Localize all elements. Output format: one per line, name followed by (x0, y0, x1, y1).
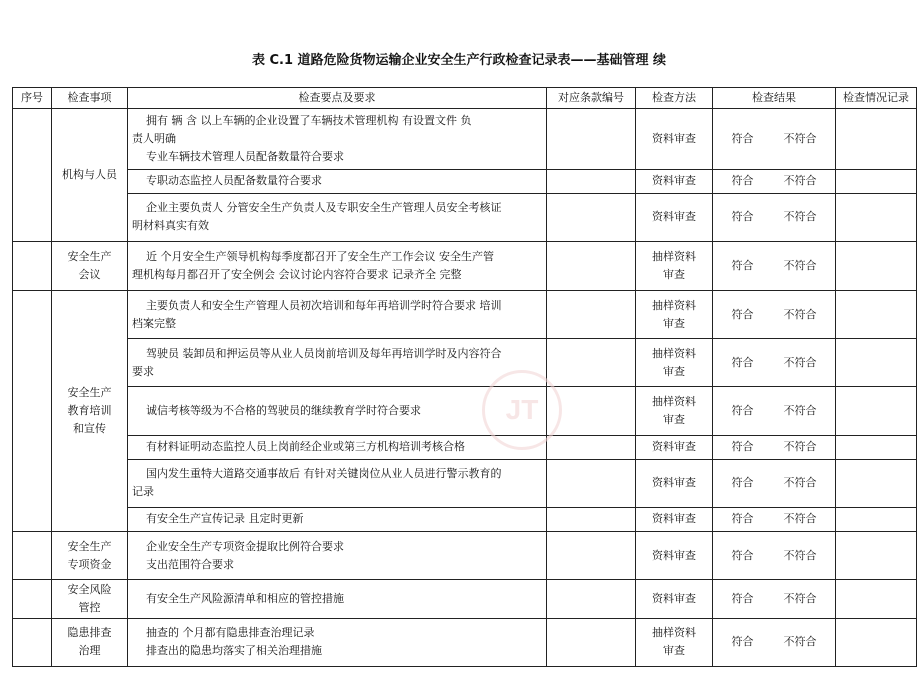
result-fail-option[interactable]: 不符合 (783, 210, 817, 224)
clause-cell[interactable] (547, 387, 636, 435)
clause-cell[interactable] (547, 618, 636, 666)
group-name-cell: 隐患排查 治理 (52, 618, 128, 666)
result-pass-option[interactable]: 符合 (731, 548, 754, 562)
result-fail-option[interactable]: 不符合 (783, 174, 817, 188)
seq-cell (13, 291, 52, 532)
clause-cell[interactable] (547, 531, 636, 579)
seq-cell (13, 531, 52, 579)
result-pass-option[interactable]: 符合 (731, 440, 754, 454)
result-cell (713, 109, 836, 170)
requirement-line: 企业主要负责人 分管安全生产负责人及专职安全生产管理人员安全考核证 (146, 201, 502, 215)
requirement-cell (128, 339, 547, 387)
clause-cell[interactable] (547, 241, 636, 290)
method-cell: 资料审查 (636, 531, 713, 579)
result-cell (713, 459, 836, 507)
requirement-line: 记录 (132, 485, 154, 499)
result-cell (713, 339, 836, 387)
result-fail-option[interactable]: 不符合 (783, 355, 817, 369)
header-row (13, 88, 917, 109)
requirement-line: 明材料真实有效 (132, 219, 209, 233)
result-pass-option[interactable]: 符合 (731, 174, 754, 188)
result-fail-option[interactable]: 不符合 (783, 476, 817, 490)
result-pass-option[interactable]: 符合 (731, 131, 754, 145)
requirement-cell (128, 291, 547, 339)
result-pass-option[interactable]: 符合 (731, 635, 754, 649)
requirement-line: 支出范围符合要求 (146, 557, 234, 571)
result-pass-option[interactable]: 符合 (731, 591, 754, 605)
record-cell[interactable] (836, 580, 917, 619)
seq-cell (13, 580, 52, 619)
result-cell (713, 169, 836, 193)
result-cell (713, 387, 836, 435)
result-pass-option[interactable]: 符合 (731, 355, 754, 369)
header-method: 检查方法 (636, 88, 713, 109)
record-cell[interactable] (836, 387, 917, 435)
result-fail-option[interactable]: 不符合 (783, 591, 817, 605)
requirement-line: 排查出的隐患均落实了相关治理措施 (146, 644, 322, 658)
table-row (13, 618, 917, 666)
requirement-line: 拥有 辆 含 以上车辆的企业设置了车辆技术管理机构 有设置文件 负 (146, 113, 472, 127)
record-cell[interactable] (836, 169, 917, 193)
requirement-cell (128, 459, 547, 507)
result-cell (713, 435, 836, 459)
method-cell: 资料审查 (636, 507, 713, 531)
group-name-cell: 机构与人员 (52, 109, 128, 242)
result-pass-option[interactable]: 符合 (731, 259, 754, 273)
result-fail-option[interactable]: 不符合 (783, 307, 817, 321)
result-fail-option[interactable]: 不符合 (783, 131, 817, 145)
result-cell (713, 507, 836, 531)
header-record: 检查情况记录 (836, 88, 917, 109)
requirement-line: 要求 (132, 364, 154, 378)
table-row (13, 531, 917, 579)
header-requirements: 检查要点及要求 (128, 88, 547, 109)
group-name-cell: 安全生产 会议 (52, 241, 128, 290)
clause-cell[interactable] (547, 339, 636, 387)
result-cell (713, 618, 836, 666)
table-row (13, 291, 917, 339)
header-result: 检查结果 (713, 88, 836, 109)
record-cell[interactable] (836, 109, 917, 170)
method-cell: 资料审查 (636, 435, 713, 459)
requirement-line: 有材料证明动态监控人员上岗前经企业或第三方机构培训考核合格 (146, 440, 465, 454)
requirement-line: 有安全生产宣传记录 且定时更新 (146, 512, 304, 526)
clause-cell[interactable] (547, 193, 636, 241)
table-row (13, 435, 917, 459)
requirement-cell (128, 531, 547, 579)
inspection-table (12, 87, 917, 667)
result-pass-option[interactable]: 符合 (731, 512, 754, 526)
requirement-line: 诚信考核等级为不合格的驾驶员的继续教育学时符合要求 (146, 404, 421, 418)
header-item: 检查事项 (52, 88, 128, 109)
record-cell[interactable] (836, 339, 917, 387)
record-cell[interactable] (836, 435, 917, 459)
group-name-cell: 安全风险 管控 (52, 580, 128, 619)
clause-cell[interactable] (547, 459, 636, 507)
table-row (13, 387, 917, 435)
watermark-text: JT (505, 394, 539, 425)
header-clause: 对应条款编号 (547, 88, 636, 109)
result-cell (713, 193, 836, 241)
result-pass-option[interactable]: 符合 (731, 307, 754, 321)
requirement-cell (128, 169, 547, 193)
requirement-cell (128, 435, 547, 459)
method-cell: 抽样资料 审查 (636, 618, 713, 666)
requirement-line: 企业安全生产专项资金提取比例符合要求 (146, 539, 344, 553)
clause-cell[interactable] (547, 109, 636, 170)
seq-cell (13, 109, 52, 242)
result-pass-option[interactable]: 符合 (731, 210, 754, 224)
method-cell: 资料审查 (636, 580, 713, 619)
requirement-cell (128, 241, 547, 290)
requirement-cell (128, 109, 547, 170)
requirement-cell (128, 580, 547, 619)
clause-cell[interactable] (547, 507, 636, 531)
record-cell[interactable] (836, 291, 917, 339)
result-fail-option[interactable]: 不符合 (783, 259, 817, 273)
record-cell[interactable] (836, 618, 917, 666)
record-cell[interactable] (836, 241, 917, 290)
table-row (13, 193, 917, 241)
result-pass-option[interactable]: 符合 (731, 476, 754, 490)
group-name-cell: 安全生产 教育培训 和宣传 (52, 291, 128, 532)
seq-cell (13, 241, 52, 290)
table-row (13, 580, 917, 619)
clause-cell[interactable] (547, 435, 636, 459)
record-cell[interactable] (836, 193, 917, 241)
requirement-line: 专职动态监控人员配备数量符合要求 (146, 174, 322, 188)
record-cell[interactable] (836, 459, 917, 507)
table-row (13, 459, 917, 507)
table-row (13, 109, 917, 170)
method-cell: 资料审查 (636, 169, 713, 193)
result-cell (713, 291, 836, 339)
requirement-cell (128, 618, 547, 666)
group-name-cell: 安全生产 专项资金 (52, 531, 128, 579)
result-cell (713, 580, 836, 619)
result-fail-option[interactable]: 不符合 (783, 548, 817, 562)
result-fail-option[interactable]: 不符合 (783, 440, 817, 454)
result-pass-option[interactable]: 符合 (731, 404, 754, 418)
table-row (13, 241, 917, 290)
clause-cell[interactable] (547, 580, 636, 619)
method-cell: 资料审查 (636, 109, 713, 170)
requirement-line: 专业车辆技术管理人员配备数量符合要求 (146, 149, 344, 163)
table-row (13, 339, 917, 387)
method-cell: 抽样资料 审查 (636, 241, 713, 290)
requirement-cell (128, 507, 547, 531)
requirement-line: 档案完整 (132, 316, 176, 330)
result-fail-option[interactable]: 不符合 (783, 512, 817, 526)
result-fail-option[interactable]: 不符合 (783, 404, 817, 418)
clause-cell[interactable] (547, 169, 636, 193)
record-cell[interactable] (836, 531, 917, 579)
table-row (13, 507, 917, 531)
requirement-cell (128, 387, 547, 435)
seq-cell (13, 618, 52, 666)
requirement-line: 有安全生产风险源清单和相应的管控措施 (146, 591, 344, 605)
clause-cell[interactable] (547, 291, 636, 339)
record-cell[interactable] (836, 507, 917, 531)
requirement-line: 近 个月安全生产领导机构每季度都召开了安全生产工作会议 安全生产管 (146, 250, 494, 264)
requirement-line: 理机构每月都召开了安全例会 会议讨论内容符合要求 记录齐全 完整 (132, 268, 462, 282)
requirement-line: 国内发生重特大道路交通事故后 有针对关键岗位从业人员进行警示教育的 (146, 467, 502, 481)
method-cell: 抽样资料 审查 (636, 291, 713, 339)
table-row (13, 169, 917, 193)
method-cell: 抽样资料 审查 (636, 339, 713, 387)
result-fail-option[interactable]: 不符合 (783, 635, 817, 649)
result-cell (713, 241, 836, 290)
method-cell: 资料审查 (636, 193, 713, 241)
method-cell: 抽样资料 审查 (636, 387, 713, 435)
requirement-line: 主要负责人和安全生产管理人员初次培训和每年再培训学时符合要求 培训 (146, 298, 502, 312)
header-seq: 序号 (13, 88, 52, 109)
requirement-line: 责人明确 (132, 131, 176, 145)
requirement-line: 抽查的 个月都有隐患排查治理记录 (146, 626, 315, 640)
result-cell (713, 531, 836, 579)
table-title: 表 C.1 道路危险货物运输企业安全生产行政检查记录表——基础管理 续 (251, 53, 667, 68)
requirement-line: 驾驶员 装卸员和押运员等从业人员岗前培训及每年再培训学时及内容符合 (146, 346, 502, 360)
requirement-cell (128, 193, 547, 241)
method-cell: 资料审查 (636, 459, 713, 507)
